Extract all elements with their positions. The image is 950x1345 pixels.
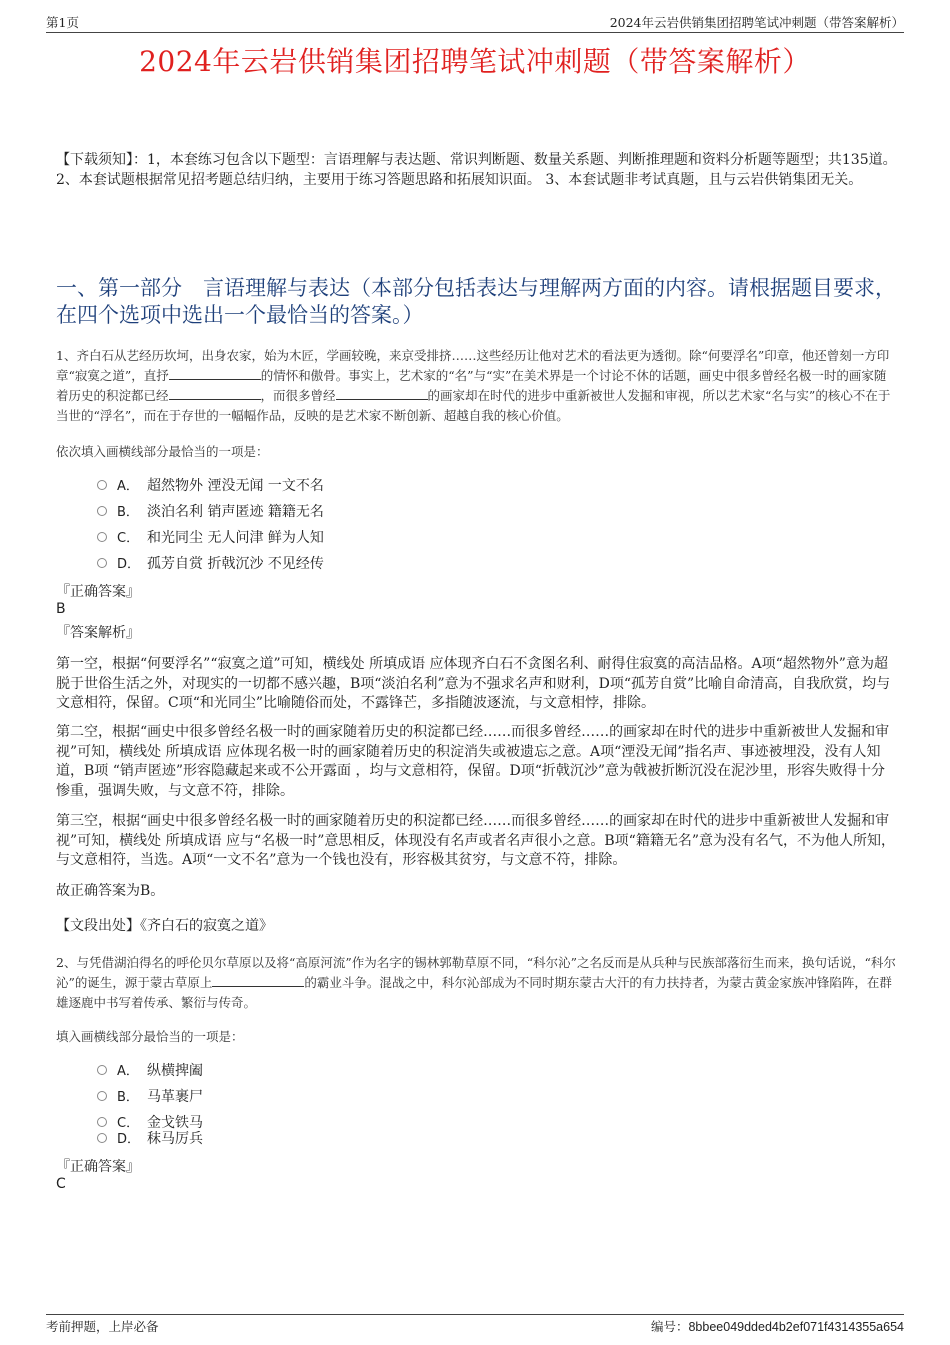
q2-option-a[interactable]: A． 纵横捭阖 [97, 1062, 203, 1081]
section-heading: 一、第一部分 言语理解与表达（本部分包括表达与理解两方面的内容。请根据题目要求，在四个选项中选出一个最恰当的答案。） [56, 276, 896, 327]
q1-analysis-label: 『答案解析』 [56, 625, 140, 641]
q2-text-part2: 的霸业斗争。混战之中，科尔沁部成为不同时期东蒙古大汗的有力扶持者，为蒙古黄金家族冲锋陷阵，在群雄逐鹿中书写着传承、繁衍与传奇。 [56, 975, 892, 1010]
document-title: 2024年云岩供销集团招聘笔试冲刺题（带答案解析） [139, 45, 811, 78]
q1-source: 【文段出处】《齐白石的寂寞之道》 [56, 918, 273, 934]
q2-text-part1: 2、与凭借湖泊得名的呼伦贝尔草原以及将“高原河流”作为名字的锡林郭勒草原不同，“科尔沁”之名反而是从兵种与民族部落衍生而来，换句话说，“科尔沁”的诞生，源于蒙古草原上 [56, 955, 896, 990]
page-number: 第1页 [46, 15, 79, 30]
radio-icon[interactable] [97, 532, 107, 542]
radio-icon[interactable] [97, 1133, 107, 1143]
q2-option-b[interactable]: B． 马革裹尸 [97, 1088, 203, 1107]
q2-instruction: 填入画横线部分最恰当的一项是： [56, 1029, 244, 1044]
q1-option-c[interactable]: C． 和光同尘 无人问津 鲜为人知 [97, 529, 324, 548]
q1-text-part4: 的画家却在时代的进步中重新被世人发掘和审视，所以艺术家“名与实”的核心不在于当世的“浮名”，而在于存世的一幅幅作品，反映的是艺术家不断创新、超越自我的核心价值。 [56, 388, 891, 423]
q1-blank-1 [169, 366, 261, 380]
q2-option-c[interactable]: C． 金戈铁马 [97, 1114, 203, 1133]
radio-icon[interactable] [97, 1065, 107, 1075]
q1-blank-2 [169, 386, 261, 400]
q1-conclusion: 故正确答案为B。 [56, 883, 165, 899]
header-doc-title: 2024年云岩供销集团招聘笔试冲刺题（带答案解析） [609, 15, 904, 30]
radio-icon[interactable] [97, 558, 107, 568]
radio-icon[interactable] [97, 506, 107, 516]
question-1-stem [56, 346, 898, 426]
footer-slogan: 考前押题，上岸必备 [46, 1319, 159, 1334]
q1-option-d[interactable]: D． 孤芳自赏 折戟沉沙 不见经传 [97, 555, 324, 574]
q2-answer-label: 『正确答案』 [56, 1159, 140, 1175]
q1-analysis-para-2: 第二空，根据“画史中很多曾经名极一时的画家随着历史的积淀都已经……而很多曾经……的画家却在时代的进步中重新被世人发掘和审视”可知，横线处 所填成语 应体现名极一时的画家随着历史的积淀消失或被遗忘之意。A项“湮没无闻”指名声、事迹被埋没，没有人知道，B项 “销声匿迹”形容隐藏起来或不公开露面 ，均与文意相符，保留。D项“折戟沉沙”意为戟被折断沉没在泥沙里，形容失败得十分惨重，强调失败，与文意不符，排除。 [56, 724, 890, 799]
radio-icon[interactable] [97, 480, 107, 490]
q2-answer: C [56, 1176, 66, 1192]
q1-blank-3 [336, 386, 428, 400]
q1-answer: B [56, 601, 66, 617]
q1-option-b[interactable]: B． 淡泊名利 销声匿迹 籍籍无名 [97, 503, 324, 522]
q1-text-part1: 1、齐白石从艺经历坎坷，出身农家，始为木匠，学画较晚，来京受排挤……这些经历让他对艺术的看法更为透彻。除“何要浮名”印章，他还曾刻一方印章“寂寞之道”，直抒 [56, 348, 890, 383]
q1-analysis-para-3: 第三空，根据“画史中很多曾经名极一时的画家随着历史的积淀都已经……而很多曾经……的画家却在时代的进步中重新被世人发掘和审视”可知，横线处 所填成语 应与“名极一时”意思相反，体现没有名声或者名声很小之意。B项“籍籍无名”意为没有名气，不为他人所知，与文意相符，当选。A项“一文不名”意为一个钱也没有，形容极其贫穷，与文意不符，排除。 [56, 813, 895, 868]
question-2-stem [56, 953, 898, 1013]
q1-answer-label: 『正确答案』 [56, 584, 140, 600]
q1-analysis-para-1: 第一空，根据“何要浮名”“寂寞之道”可知，横线处 所填成语 应体现齐白石不贪图名利、耐得住寂寞的高洁品格。A项“超然物外”意为超脱于世俗生活之外，对现实的一切都不感兴趣，B项“淡泊名利”意为不强求名声和财利，D项“孤芳自赏”比喻自命清高，自我欣赏，均与文意相符，保留。C项“和光同尘”比喻随俗而处，不露锋芒，多指随波逐流，与文意相悖，排除。 [56, 656, 891, 711]
radio-icon[interactable] [97, 1091, 107, 1101]
q1-text-part2: 的情怀和傲骨。事实上，艺术家的“名”与“实”在美术界是一个讨论不休的话题，画史中很多曾经名极一时的画家随着历史的积淀都已经 [56, 368, 887, 403]
q1-option-a[interactable]: A． 超然物外 湮没无闻 一文不名 [97, 477, 324, 496]
q1-instruction: 依次填入画横线部分最恰当的一项是： [56, 444, 269, 459]
page-footer [46, 1314, 904, 1335]
q2-option-d[interactable]: D． 秣马厉兵 [97, 1130, 203, 1149]
q2-blank-1 [212, 973, 304, 987]
q1-text-part3: ，而很多曾经 [260, 388, 336, 403]
footer-code: 编号：8bbee049dded4b2ef071f4314355a654 [650, 1319, 904, 1334]
download-notice: 【下载须知】：1，本套练习包含以下题型：言语理解与表达题、常识判断题、数量关系题、判断推理题和资料分析题等题型；共135道。 2、本套试题根据常见招考题总结归纳，主要用于练习答题思路和拓展知识面。 3、本套试题非考试真题，且与云岩供销集团无关。 [56, 152, 897, 188]
page-header [46, 12, 904, 33]
radio-icon[interactable] [97, 1117, 107, 1127]
